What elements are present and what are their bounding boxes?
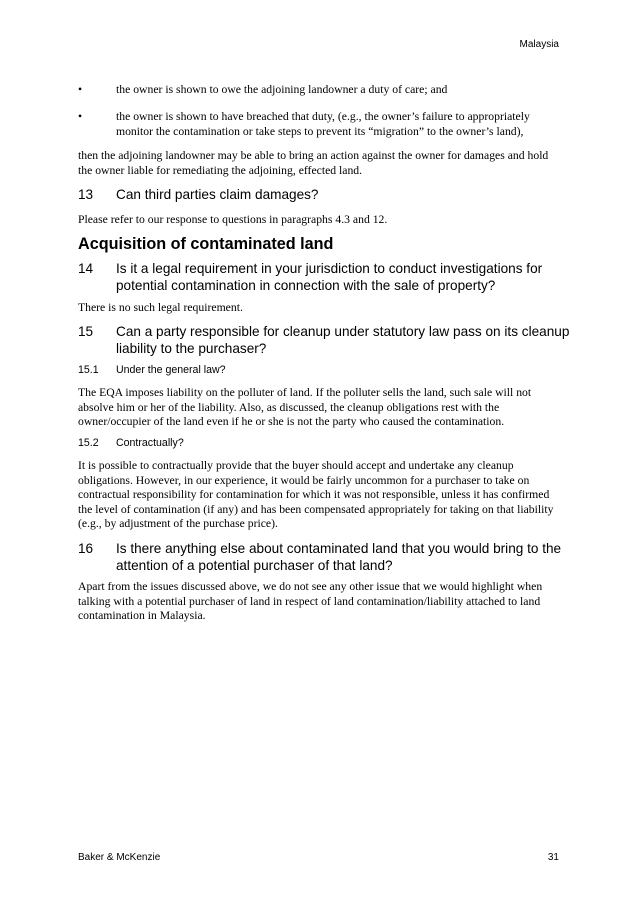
paragraph bbox=[78, 386, 531, 430]
text-line: It is possible to contractually provide that the buyer should accept and undertake any cleanup bbox=[78, 459, 514, 472]
text-line: Please refer to our response to questions in paragraphs 4.3 and 12. bbox=[78, 213, 388, 226]
text-line: contamination in Malaysia. bbox=[78, 609, 206, 623]
text-line: monitor the contamination or take steps to prevent its “migration” to the owner’s land), bbox=[116, 124, 524, 138]
running-header: Malaysia bbox=[519, 39, 559, 50]
heading-text: potential contamination in connection with the sale of property? bbox=[116, 277, 496, 293]
bullet-item bbox=[78, 83, 447, 98]
text-line: talking with a potential purchaser of land in respect of land contamination/liability attached to land bbox=[78, 594, 541, 608]
question-heading-14 bbox=[78, 261, 568, 295]
question-heading-13 bbox=[78, 187, 568, 205]
text-line: absolve him or her of the liability. Also, as discussed, the cleanup obligations rest with the bbox=[78, 400, 500, 414]
heading-number: 13 bbox=[78, 187, 94, 202]
paragraph bbox=[78, 459, 553, 532]
bullet-item bbox=[78, 110, 530, 139]
heading-number: 15 bbox=[78, 324, 94, 339]
text-line: then the adjoining landowner may be able to bring an action against the owner for damages and hold bbox=[78, 149, 549, 162]
text-line: Apart from the issues discussed above, we do not see any other issue that we would highlight when bbox=[78, 580, 543, 593]
heading-text: Can a party responsible for cleanup under statutory law pass on its cleanup bbox=[116, 324, 570, 339]
question-heading-16 bbox=[78, 541, 568, 575]
text-line: the level of contamination (if any) and has been compensated appropriately for taking on that liability bbox=[78, 502, 554, 516]
text-line: (e.g., by adjustment of the purchase price). bbox=[78, 517, 278, 531]
text-line: obligations. However, in our experience, it would be fairly uncommon for a purchaser to take on bbox=[78, 473, 530, 487]
bullet-icon: • bbox=[78, 110, 83, 123]
text-line: The EQA imposes liability on the polluter of land. If the polluter sells the land, such sale will not bbox=[78, 386, 532, 399]
paragraph bbox=[78, 213, 387, 228]
heading-text: Can third parties claim damages? bbox=[116, 187, 319, 202]
heading-text: Is it a legal requirement in your jurisdiction to conduct investigations for bbox=[116, 261, 543, 276]
footer-firm: Baker & McKenzie bbox=[78, 852, 161, 863]
heading-text: liability to the purchaser? bbox=[116, 340, 267, 356]
heading-number: 16 bbox=[78, 541, 94, 556]
section-heading: Acquisition of contaminated land bbox=[78, 235, 334, 253]
heading-text: Contractually? bbox=[116, 437, 184, 449]
page-number: 31 bbox=[547, 852, 559, 863]
question-heading-15 bbox=[78, 324, 568, 358]
heading-number: 15.2 bbox=[78, 437, 99, 449]
heading-number: 15.1 bbox=[78, 364, 99, 376]
text-line: the owner is shown to have breached that duty, (e.g., the owner’s failure to appropriately bbox=[116, 110, 530, 123]
paragraph bbox=[78, 580, 542, 624]
paragraph bbox=[78, 301, 243, 316]
text-line: contractual responsibility for contamination for which it was not responsible, unless it has confirmed bbox=[78, 488, 550, 502]
text-line: owner/occupier of the land even if he or she is not the party who caused the contamination. bbox=[78, 415, 505, 429]
bullet-icon: • bbox=[78, 83, 83, 96]
text-line: There is no such legal requirement. bbox=[78, 301, 243, 314]
heading-text: Under the general law? bbox=[116, 364, 226, 376]
subheading-15-1 bbox=[78, 364, 568, 378]
paragraph bbox=[78, 149, 548, 178]
heading-number: 14 bbox=[78, 261, 94, 276]
text-line: the owner liable for remediating the adjoining, effected land. bbox=[78, 163, 363, 177]
subheading-15-2 bbox=[78, 437, 568, 451]
heading-text: attention of a potential purchaser of that land? bbox=[116, 557, 393, 573]
heading-text: Is there anything else about contaminated land that you would bring to the bbox=[116, 541, 562, 556]
text-line: the owner is shown to owe the adjoining landowner a duty of care; and bbox=[116, 83, 448, 96]
